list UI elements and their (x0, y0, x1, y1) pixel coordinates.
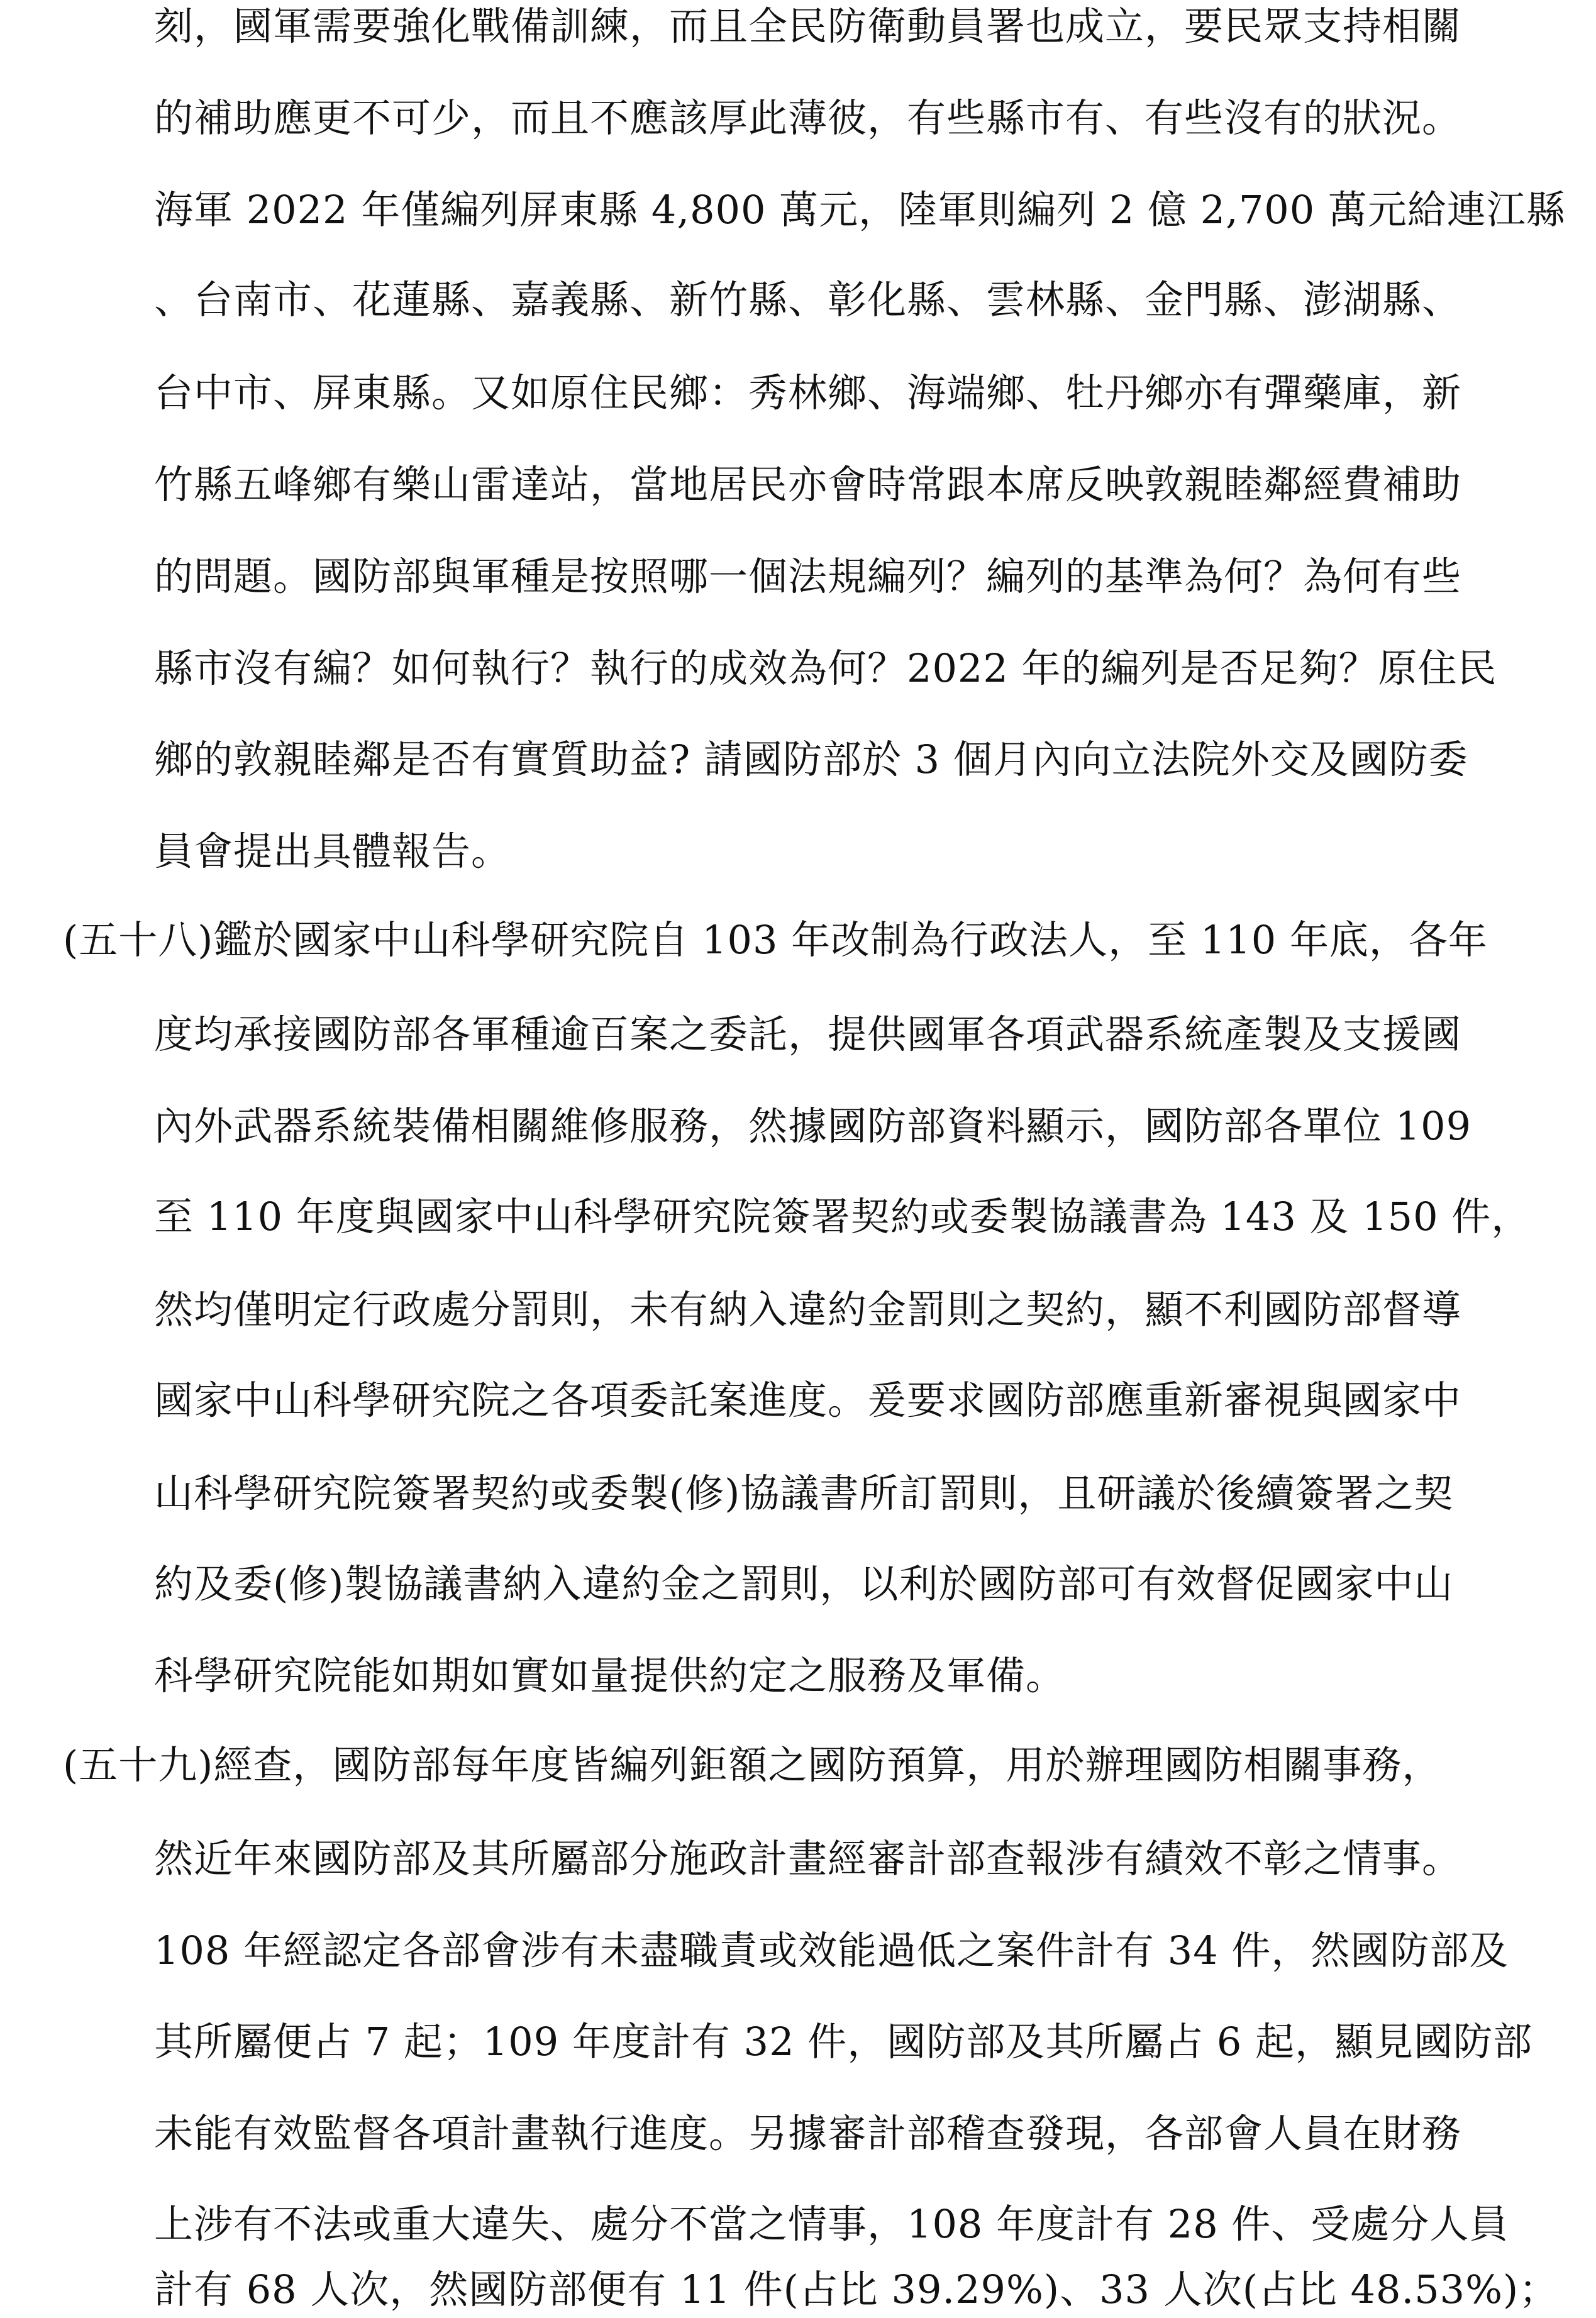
text-line: 計有 68 人次，然國防部便有 11 件(占比 39.29%)、33 人次(占比 48.53%)； (154, 2266, 1559, 2312)
text-line: 上涉有不法或重大違失、處分不當之情事，108 年度計有 28 件、受處分人員 (154, 2201, 1509, 2247)
text-line: 然近年來國防部及其所屬部分施政計畫經審計部查報涉有績效不彰之情事。 (154, 1836, 1462, 1882)
text-line: 、台南市、花蓮縣、嘉義縣、新竹縣、彰化縣、雲林縣、金門縣、澎湖縣、 (154, 277, 1462, 323)
text-line: 108 年經認定各部會涉有未盡職責或效能過低之案件計有 34 件，然國防部及 (154, 1927, 1509, 1973)
text-line: 約及委(修)製協議書納入違約金之罰則，以利於國防部可有效督促國家中山 (154, 1561, 1454, 1607)
item-heading-line: (五十八)鑑於國家中山科學研究院自 103 年改制為行政法人，至 110 年底，各年 (63, 917, 1488, 963)
text-line: 內外武器系統裝備相關維修服務，然據國防部資料顯示，國防部各單位 109 (154, 1103, 1472, 1149)
text-line: 山科學研究院簽署契約或委製(修)協議書所訂罰則，且研議於後續簽署之契 (154, 1470, 1454, 1516)
text-line: 員會提出具體報告。 (154, 828, 511, 874)
text-line: 刻，國軍需要強化戰備訓練，而且全民防衛動員署也成立，要民眾支持相關 (154, 3, 1462, 49)
text-line: 竹縣五峰鄉有樂山雷達站，當地居民亦會時常跟本席反映敦親睦鄰經費補助 (154, 462, 1462, 507)
text-line: 海軍 2022 年僅編列屏東縣 4,800 萬元，陸軍則編列 2 億 2,700 萬元給連江縣 (154, 187, 1566, 233)
text-line: 科學研究院能如期如實如量提供約定之服務及軍備。 (154, 1653, 1066, 1699)
item-heading-line: (五十九)經查，國防部每年度皆編列鉅額之國防預算，用於辦理國防相關事務， (63, 1742, 1442, 1788)
text-line: 鄉的敦親睦鄰是否有實質助益? 請國防部於 3 個月內向立法院外交及國防委 (154, 736, 1468, 782)
text-line: 台中市、屏東縣。又如原住民鄉：秀林鄉、海端鄉、牡丹鄉亦有彈藥庫，新 (154, 370, 1462, 416)
text-line: 度均承接國防部各軍種逾百案之委託，提供國軍各項武器系統產製及支援國 (154, 1011, 1462, 1057)
text-line: 然均僅明定行政處分罰則，未有納入違約金罰則之契約，顯不利國防部督導 (154, 1287, 1462, 1333)
text-line: 其所屬便占 7 起；109 年度計有 32 件，國防部及其所屬占 6 起，顯見國防部 (154, 2019, 1533, 2065)
text-line: 國家中山科學研究院之各項委託案進度。爰要求國防部應重新審視與國家中 (154, 1377, 1462, 1423)
text-line: 縣市沒有編？如何執行？執行的成效為何？2022 年的編列是否足夠？原住民 (154, 645, 1497, 691)
text-line: 未能有效監督各項計畫執行進度。另據審計部稽查發現，各部會人員在財務 (154, 2110, 1462, 2156)
text-line: 至 110 年度與國家中山科學研究院簽署契約或委製協議書為 143 及 150 件， (154, 1194, 1531, 1239)
text-line: 的問題。國防部與軍種是按照哪一個法規編列？編列的基準為何？為何有些 (154, 553, 1462, 599)
text-line: 的補助應更不可少，而且不應該厚此薄彼，有些縣市有、有些沒有的狀況。 (154, 95, 1462, 141)
